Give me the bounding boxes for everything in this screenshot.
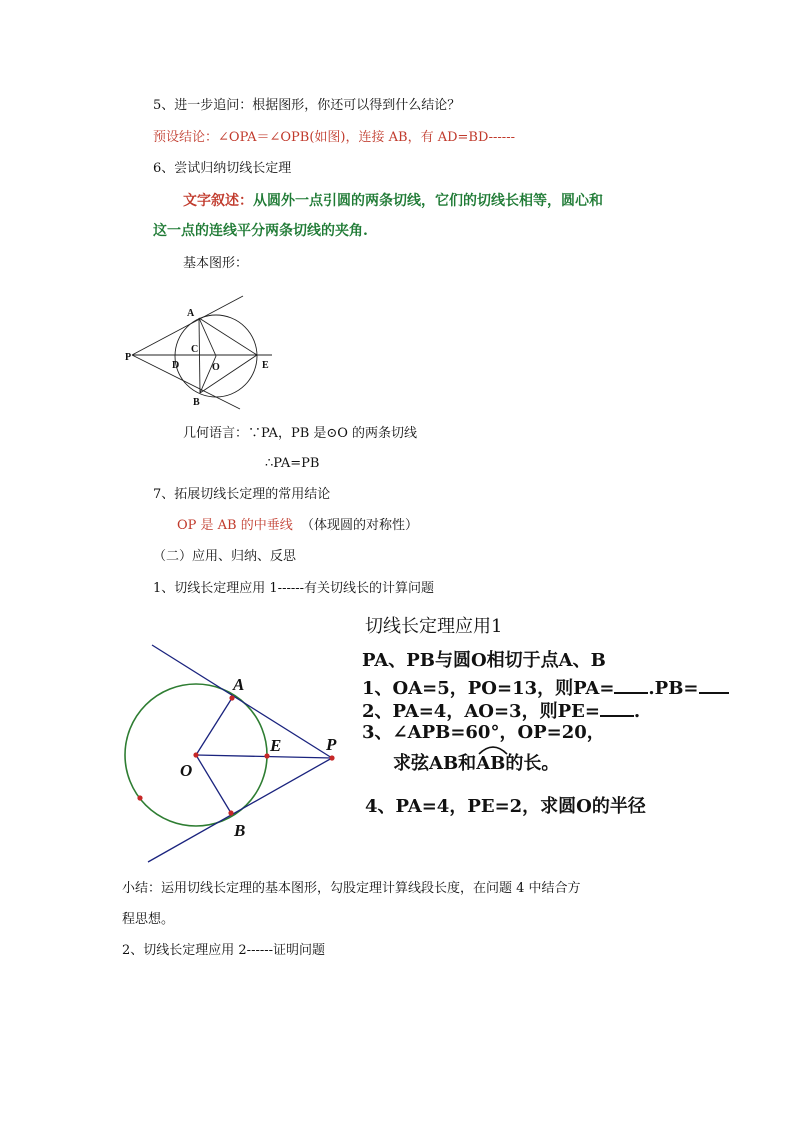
fig1-label-O: O [212,362,220,373]
arc-AB [476,752,505,776]
fig2-label-P: P [326,735,337,754]
fig1-label-A: A [187,308,195,319]
point-A [229,695,234,700]
application-given: PA、PB与圆O相切于点A、B [362,650,606,671]
problem-4: 4、PA=4，PE=2，求圆O的半径 [365,796,646,817]
statement-line-1 [183,192,603,210]
problem-1-part-a: 1、OA=5，PO=13，则PA= [362,678,615,699]
application-2-title: 2、切线长定理应用 2------证明问题 [122,943,326,958]
extension-conclusion [177,517,418,535]
statement-text-1: 从圆外一点引圆的两条切线，它们的切线长相等，圆心和 [253,193,603,209]
point-B [228,810,233,815]
chord-AB [199,318,200,393]
fig2-label-A: A [233,675,245,694]
fig1-label-E: E [262,360,269,371]
tangent-line-upper [132,296,243,355]
problem-2-part-b: . [633,701,641,722]
summary-line-1: 小结：运用切线长定理的基本图形，勾股定理计算线段长度，在问题 4 中结合方 [122,881,581,896]
point-on-circle [137,795,142,800]
application-heading: 切线长定理应用1 [365,616,503,637]
preset-conclusion [153,129,515,147]
point-O [193,752,198,757]
segment-OA-fig2 [196,698,232,755]
tangent-line-lower [132,355,240,409]
problem-3-line-2 [393,752,559,776]
fig1-label-D: D [172,360,180,371]
arc-mark [476,743,510,755]
blank-PA [614,675,648,694]
question-6: 6、尝试归纳切线长定理 [153,161,292,176]
question-7: 7、拓展切线长定理的常用结论 [153,487,331,502]
geometry-language-2: ∴PA=PB [265,456,320,471]
problem-3-text-b: 的长。 [505,753,560,774]
fig1-label-B: B [193,397,200,408]
blank-PE [600,698,634,717]
fig2-label-E: E [270,736,282,755]
preset-text: ∠OPA＝∠OPB(如图)，连接 AB，有 AD=BD------ [218,130,515,145]
summary-line-2: 程思想。 [122,912,175,927]
fig1-label-C: C [191,344,199,355]
segment-OP-fig2 [196,755,332,758]
blank-PB [699,675,729,694]
statement-line-2: 这一点的连线平分两条切线的夹角. [153,223,368,239]
statement-label: 文字叙述： [183,193,253,209]
geometry-language-1: 几何语言：∵PA，PB 是⊙O 的两条切线 [183,426,418,441]
preset-label: 预设结论： [153,130,219,145]
application-1-title: 1、切线长定理应用 1------有关切线长的计算问题 [153,581,435,596]
fig2-label-O: O [180,761,193,780]
fig2-label-B: B [234,821,246,840]
fig1-label-P: P [125,352,132,363]
point-E [264,753,269,758]
problem-3-line-1: 3、∠APB=60°，OP=20， [362,722,605,743]
conclusion-note: （体现圆的对称性） [301,518,419,533]
problem-2-part-a: 2、PA=4，AO=3，则PE= [362,701,600,722]
basic-figure-label: 基本图形： [183,256,249,271]
basic-figure-diagram [120,292,280,414]
tangent-PB [148,758,332,862]
conclusion-red: OP 是 AB 的中垂线 [177,518,293,533]
question-5: 5、进一步追问：根据图形，你还可以得到什么结论？ [153,98,461,113]
arc-AB-label: AB [476,753,506,774]
segment-OB-fig2 [196,755,231,813]
application-diagram [118,638,353,868]
problem-1-part-b: .PB= [648,678,699,699]
section-2-heading: （二）应用、归纳、反思 [153,549,297,564]
point-P [329,755,334,760]
tangent-PA [152,645,332,758]
problem-3-text-a: 求弦AB和 [393,753,477,774]
